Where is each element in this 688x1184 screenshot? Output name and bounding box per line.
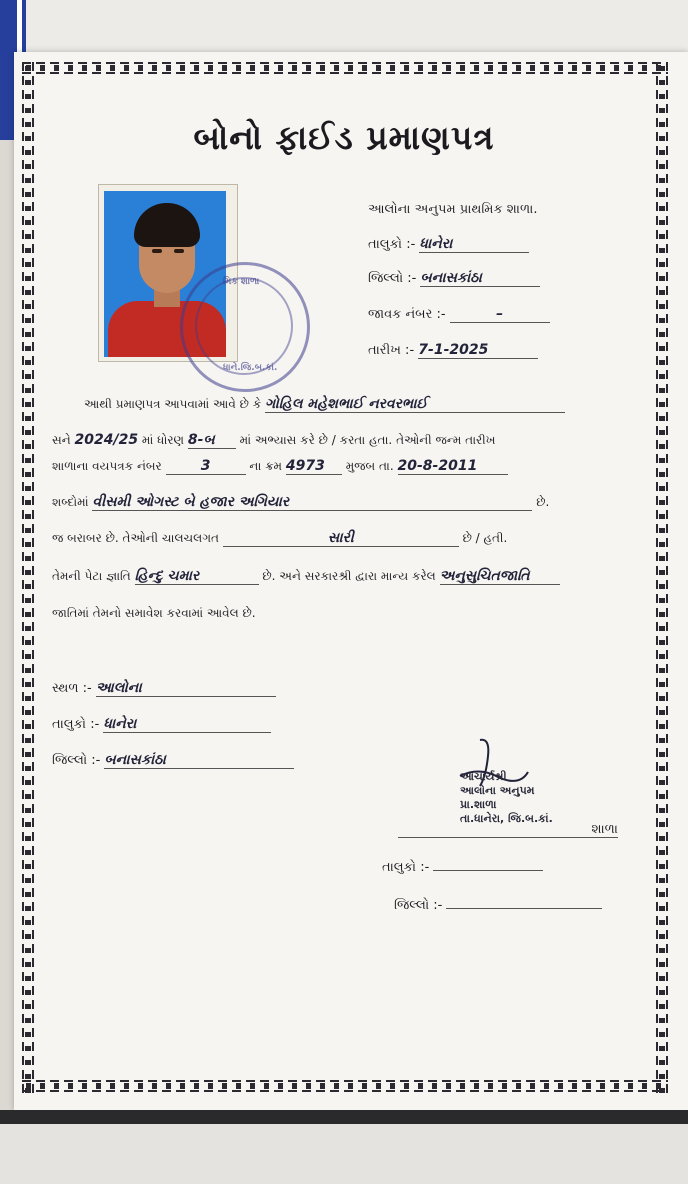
border-bottom [22, 1080, 668, 1092]
bottom-taluka-field: તાલુકો :- [382, 860, 543, 875]
place-field: સ્થળ :- આલોના [52, 680, 276, 697]
body-line-1: આથી પ્રમાણપત્ર આપવામાં આવે છે કે ગોહિલ મહેશભાઈ નરવરભાઈ [84, 396, 565, 413]
school-name-field: આલોના અનુપમ પ્રાથમિક શાળા. [368, 202, 538, 217]
body-line-7: જાતિમાં તેમનો સમાવેશ કરવામાં આવેલ છે. [52, 606, 256, 620]
school-seal-stamp: મિક શાળા ધાને.જિ.બ.કાં. [180, 262, 310, 392]
district-field: જિલ્લો :- બનાસકાંઠા [368, 270, 540, 287]
border-left [22, 62, 34, 1098]
body-line-6: તેમની પેટા જ્ઞાતિ હિન્દુ ચમાર છે. અને સરકારશ્રી દ્વારા માન્ય કરેલ અનુસુચિતજાતિ [52, 568, 560, 585]
body-line-4: શબ્દોમાં વીસમી ઓગસ્ટ બે હજાર અગિયાર છે. [52, 494, 550, 510]
certificate-title: બોનો ફાઈડ પ્રમાણપત્ર [193, 118, 495, 157]
signature-stamp-text: આચાર્યશ્રી આલોના અનુપમ પ્રા.શાળા તા.ધાનેરા, જિ.બ.કાં. [460, 770, 553, 825]
taluka-field: તાલુકો :- ધાનેરા [368, 236, 529, 253]
body-line-3: શાળાના વયપત્રક નંબર 3 ના ક્રમ 4973 મુજબ તા. 20-8-2011 [52, 458, 508, 475]
border-top [22, 62, 668, 74]
background-bottom [0, 1110, 688, 1184]
body-line-5: જ બરાબર છે. તેઓની ચાલચલગત સારી છે / હતી. [52, 530, 508, 546]
signature-line: શાળા [398, 822, 618, 838]
bottom-district-field: જિલ્લો :- [394, 898, 602, 913]
background-top [0, 0, 688, 60]
outward-number-field: જાવક નંબર :- – [368, 306, 550, 323]
border-right [656, 62, 668, 1098]
body-line-2: સને 2024/25 માં ધોરણ 8-બ માં અભ્યાસ કરે છે / કરતા હતા. તેઓની જન્મ તારીખ [52, 432, 496, 448]
place-taluka-field: તાલુકો :- ધાનેરા [52, 716, 271, 733]
place-district-field: જિલ્લો :- બનાસકાંઠા [52, 752, 294, 769]
date-field: તારીખ :- 7-1-2025 [368, 342, 538, 359]
